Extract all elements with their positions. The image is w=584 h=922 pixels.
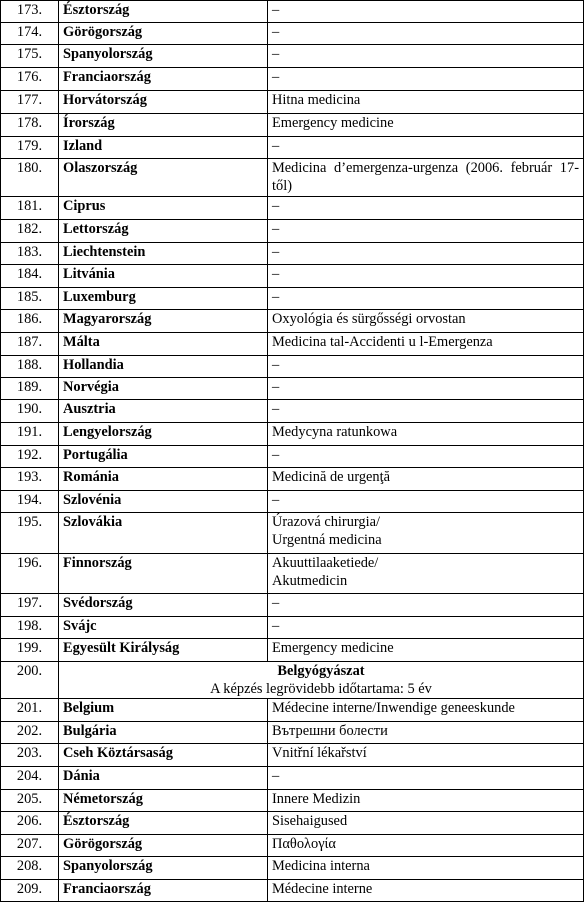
row-number: 185. [1,288,59,310]
specialty-name: Emergency medicine [268,639,584,662]
table-row [1,554,584,594]
table-row [1,812,584,835]
country-name: Málta [59,333,268,356]
specialty-name: – [268,243,584,265]
table-row [1,468,584,491]
country-name: Spanyolország [59,45,268,68]
row-number: 174. [1,23,59,45]
table-body-lower [1,699,584,902]
country-name: Svédország [59,594,268,617]
section-row [1,662,584,699]
row-number: 186. [1,310,59,333]
table-row [1,835,584,857]
specialty-name: – [268,446,584,468]
table-row [1,857,584,880]
table-row [1,159,584,197]
specialty-name: Sisehaigused [268,812,584,835]
row-number: 191. [1,423,59,446]
row-number: 184. [1,265,59,288]
specialty-name: – [268,617,584,639]
table-row [1,333,584,356]
country-name: Magyarország [59,310,268,333]
row-number: 192. [1,446,59,468]
specialty-name: Medicină de urgenţă [268,468,584,491]
table-row [1,594,584,617]
specialty-name: Oxyológia és sürgősségi orvostan [268,310,584,333]
row-number: 199. [1,639,59,662]
row-number: 201. [1,699,59,722]
specialty-name: Вътрешни болести [268,722,584,744]
table-row [1,91,584,114]
table-row [1,265,584,288]
table-row [1,45,584,68]
country-name: Spanyolország [59,857,268,880]
section-heading [59,662,584,699]
country-name: Dánia [59,767,268,790]
country-name: Liechtenstein [59,243,268,265]
row-number: 203. [1,744,59,767]
specialty-name: – [268,378,584,400]
section-subtitle: A képzés legrövidebb időtartama: 5 év [210,681,432,697]
specialty-name: – [268,137,584,159]
country-name: Egyesült Királyság [59,639,268,662]
row-number: 193. [1,468,59,491]
row-number: 202. [1,722,59,744]
specialty-name: Innere Medizin [268,790,584,812]
country-name: Észtország [59,1,268,23]
table-row [1,23,584,45]
specialty-name: Vnitřní lékařství [268,744,584,767]
specialty-name: – [268,400,584,423]
specialty-name: Medycyna ratunkowa [268,423,584,446]
country-name: Románia [59,468,268,491]
table-row [1,790,584,812]
table-row [1,722,584,744]
specialty-name: – [268,220,584,243]
row-number: 198. [1,617,59,639]
table-row [1,423,584,446]
country-name: Belgium [59,699,268,722]
country-name: Szlovénia [59,491,268,513]
row-number: 179. [1,137,59,159]
table-row [1,114,584,137]
specialty-name: Medicina interna [268,857,584,880]
country-name: Portugália [59,446,268,468]
specialty-name: – [268,23,584,45]
country-name: Horvátország [59,91,268,114]
specialty-name: – [268,1,584,23]
table-row [1,310,584,333]
table-body-upper [1,1,584,662]
country-name: Németország [59,790,268,812]
table-row [1,137,584,159]
country-name: Franciaország [59,68,268,91]
specialty-name: Medicina d’emergenza-urgenza (2006. február 17-től) [268,159,584,197]
specialty-name: – [268,197,584,220]
table-row [1,243,584,265]
specialty-name: Akuuttilaaketiede/ Akutmedicin [268,554,584,594]
country-name: Észtország [59,812,268,835]
specialty-name: Medicina tal-Accidenti u l-Emergenza [268,333,584,356]
table-row [1,699,584,722]
country-name: Ausztria [59,400,268,423]
row-number: 188. [1,356,59,378]
specialty-name: – [268,68,584,91]
row-number: 194. [1,491,59,513]
row-number: 208. [1,857,59,880]
row-number: 189. [1,378,59,400]
specialty-name: – [268,767,584,790]
country-name: Litvánia [59,265,268,288]
row-number: 197. [1,594,59,617]
country-name: Lettország [59,220,268,243]
table-row [1,220,584,243]
table-row [1,378,584,400]
country-name: Finnország [59,554,268,594]
row-number: 187. [1,333,59,356]
country-name: Szlovákia [59,513,268,554]
table-row [1,617,584,639]
specialty-name: Úrazová chirurgia/ Urgentná medicina [268,513,584,554]
row-number: 196. [1,554,59,594]
row-number: 177. [1,91,59,114]
row-number: 190. [1,400,59,423]
row-number: 178. [1,114,59,137]
country-name: Luxemburg [59,288,268,310]
country-name: Görögország [59,23,268,45]
row-number: 200. [1,662,59,699]
row-number: 182. [1,220,59,243]
table-row [1,356,584,378]
section-title: Belgyógyászat [277,663,365,679]
specialty-name: Médecine interne/Inwendige geneeskunde [268,699,584,722]
specialty-name: – [268,265,584,288]
row-number: 205. [1,790,59,812]
country-name: Olaszország [59,159,268,197]
country-name: Hollandia [59,356,268,378]
specialty-name: – [268,491,584,513]
row-number: 207. [1,835,59,857]
country-name: Írország [59,114,268,137]
specialty-name: Emergency medicine [268,114,584,137]
row-number: 183. [1,243,59,265]
table-row [1,400,584,423]
row-number: 195. [1,513,59,554]
country-name: Bulgária [59,722,268,744]
country-name: Norvégia [59,378,268,400]
row-number: 173. [1,1,59,23]
table-row [1,288,584,310]
country-name: Lengyelország [59,423,268,446]
table-row [1,491,584,513]
row-number: 204. [1,767,59,790]
specialty-name: Hitna medicina [268,91,584,114]
section-header-body [1,662,584,699]
country-name: Franciaország [59,880,268,902]
table-row [1,1,584,23]
specialty-name: – [268,288,584,310]
table-row [1,744,584,767]
row-number: 175. [1,45,59,68]
specialty-name: Médecine interne [268,880,584,902]
table-row [1,513,584,554]
row-number: 176. [1,68,59,91]
table-row [1,639,584,662]
specialty-name: – [268,45,584,68]
country-name: Görögország [59,835,268,857]
specialty-name: Παθολογία [268,835,584,857]
country-name: Ciprus [59,197,268,220]
country-name: Svájc [59,617,268,639]
specialty-name: – [268,594,584,617]
row-number: 180. [1,159,59,197]
country-name: Cseh Köztársaság [59,744,268,767]
specialty-name: – [268,356,584,378]
table-row [1,446,584,468]
row-number: 206. [1,812,59,835]
table-row [1,767,584,790]
country-name: Izland [59,137,268,159]
table-row [1,880,584,902]
table-row [1,68,584,91]
row-number: 209. [1,880,59,902]
table-row [1,197,584,220]
row-number: 181. [1,197,59,220]
